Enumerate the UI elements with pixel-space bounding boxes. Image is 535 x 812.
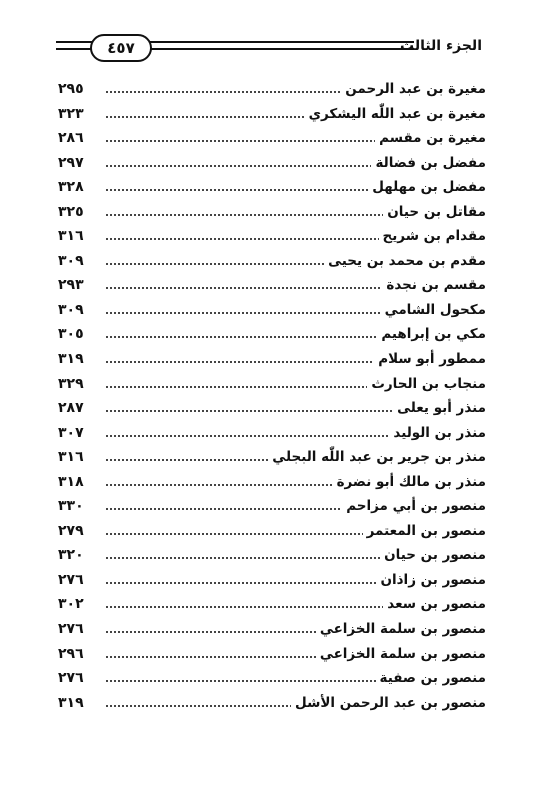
- entry-page-number: ٢٧٦: [58, 621, 84, 638]
- dot-leader: [106, 582, 416, 584]
- entry-name: مفضل بن فضالة: [371, 155, 486, 171]
- entry-page-number: ٢٧٩: [58, 522, 84, 539]
- index-entry: [52, 667, 486, 692]
- entry-name: مقدم بن محمد بن يحيى: [324, 253, 486, 269]
- entry-name: مقدام بن شريح: [379, 228, 487, 244]
- index-entry: [52, 618, 486, 643]
- index-entry: [52, 152, 486, 177]
- entry-page-number: ٣٠٧: [58, 424, 84, 441]
- entry-page-number: ٢٩٥: [58, 81, 84, 97]
- entry-page-number: ٢٧٦: [58, 670, 84, 687]
- dot-leader: [106, 361, 416, 363]
- entry-page-number: ٣١٩: [58, 351, 84, 368]
- index-entry: [52, 274, 486, 299]
- dot-leader: [106, 606, 416, 608]
- entry-name: مغيرة بن عبد الرحمن: [341, 81, 486, 97]
- index-entry: [52, 127, 486, 152]
- index-entry: [52, 373, 486, 398]
- dot-leader: [106, 312, 416, 314]
- entry-name: مغيرة بن عبد اللّٰه اليشكري: [305, 106, 486, 122]
- entry-name: منذر أبو يعلى: [393, 400, 486, 416]
- entry-page-number: ٢٧٦: [58, 571, 84, 588]
- index-entry: [52, 422, 486, 447]
- index-entry: [52, 593, 486, 618]
- page-number: ٤٥٧: [90, 34, 152, 62]
- dot-leader: [106, 287, 416, 289]
- entry-name: منذر بن جرير بن عبد اللّٰه البجلي: [268, 449, 486, 465]
- entry-page-number: ٢٩٣: [58, 277, 84, 294]
- entry-page-number: ٣٠٩: [58, 252, 84, 269]
- index-entry: [52, 520, 486, 545]
- entry-page-number: ٣٢٥: [58, 203, 84, 220]
- index-entry: [52, 323, 486, 348]
- entry-page-number: ٣١٦: [58, 449, 84, 466]
- dot-leader: [106, 238, 416, 240]
- page-header: [56, 30, 482, 66]
- index-list: [52, 78, 486, 716]
- entry-name: منصور بن زاذان: [376, 572, 486, 588]
- entry-page-number: ٢٨٦: [58, 130, 84, 147]
- entry-name: مكحول الشامي: [381, 302, 486, 318]
- entry-name: مكي بن إبراهيم: [377, 326, 486, 342]
- entry-page-number: ٢٩٧: [58, 154, 84, 171]
- index-entry: [52, 544, 486, 569]
- entry-name: منذر بن الوليد: [389, 425, 486, 441]
- index-entry: [52, 397, 486, 422]
- index-entry: [52, 643, 486, 668]
- index-entry: [52, 176, 486, 201]
- dot-leader: [106, 336, 416, 338]
- dot-leader: [106, 214, 416, 216]
- index-entry: [52, 201, 486, 226]
- entry-page-number: ٣٣٠: [58, 498, 84, 515]
- entry-name: مفضل بن مهلهل: [368, 179, 486, 195]
- index-entry: [52, 299, 486, 324]
- dot-leader: [106, 140, 416, 142]
- entry-name: منصور بن سلمة الخزاعي: [316, 646, 486, 662]
- entry-name: مقاتل بن حيان: [383, 204, 486, 220]
- entry-name: منصور بن المعتمر: [363, 523, 486, 539]
- entry-page-number: ٣٠٢: [58, 596, 84, 613]
- entry-name: منصور بن حيان: [380, 547, 486, 563]
- entry-page-number: ٣٢٩: [58, 375, 84, 392]
- entry-page-number: ٢٨٧: [58, 400, 84, 417]
- index-entry: [52, 495, 486, 520]
- dot-leader: [106, 557, 416, 559]
- dot-leader: [106, 165, 416, 167]
- entry-name: مغيرة بن مقسم: [375, 130, 486, 146]
- index-entry: [52, 692, 486, 717]
- entry-page-number: ٣٠٩: [58, 301, 84, 318]
- entry-page-number: ٣٠٥: [58, 326, 84, 343]
- entry-name: مقسم بن نجدة: [382, 277, 486, 293]
- entry-page-number: ٣١٩: [58, 694, 84, 711]
- entry-name: منذر بن مالك أبو نضرة: [333, 474, 486, 490]
- index-entry: [52, 78, 486, 103]
- dot-leader: [106, 435, 416, 437]
- entry-page-number: ٣٢٣: [58, 105, 84, 122]
- entry-name: منصور بن عبد الرحمن الأشل: [291, 695, 486, 711]
- volume-title: الجزء الثالث: [400, 38, 482, 54]
- index-entry: [52, 569, 486, 594]
- index-entry: [52, 446, 486, 471]
- entry-page-number: ٣١٨: [58, 473, 84, 490]
- index-entry: [52, 471, 486, 496]
- index-entry: [52, 103, 486, 128]
- index-entry: [52, 250, 486, 275]
- index-entry: [52, 225, 486, 250]
- entry-name: منصور بن صفية: [376, 670, 486, 686]
- dot-leader: [106, 680, 416, 682]
- entry-name: منصور بن سلمة الخزاعي: [316, 621, 486, 637]
- entry-page-number: ٣٢٨: [58, 179, 84, 196]
- entry-page-number: ٢٩٦: [58, 645, 84, 662]
- dot-leader: [106, 410, 416, 412]
- entry-name: ممطور أبو سلام: [374, 351, 486, 367]
- index-entry: [52, 348, 486, 373]
- entry-page-number: ٣١٦: [58, 228, 84, 245]
- entry-name: منصور بن سعد: [383, 596, 486, 612]
- entry-name: منصور بن أبي مزاحم: [342, 498, 486, 514]
- entry-name: منجاب بن الحارث: [367, 376, 486, 392]
- entry-page-number: ٣٢٠: [58, 547, 84, 564]
